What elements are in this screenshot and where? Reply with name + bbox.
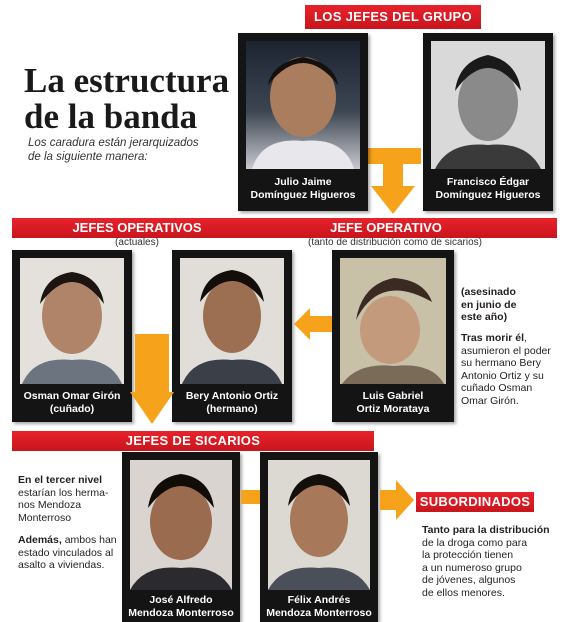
header-subordinados: SUBORDINADOS — [416, 492, 534, 512]
connector-sicarios — [241, 490, 261, 504]
photo-jose: José Alfredo Mendoza Monterroso — [122, 452, 240, 622]
note-asesinado: (asesinado en junio de este año) — [461, 286, 517, 323]
arrow-right-icon — [380, 480, 414, 520]
note-tercer-nivel: En el tercer nivel estarían los herma- nos Mendoza Monterroso — [18, 474, 109, 524]
photo-julio: Julio Jaime Domínguez Higueros — [238, 33, 368, 211]
photo-felix: Félix Andrés Mendoza Monterroso — [260, 452, 378, 622]
portrait-jose — [130, 460, 232, 590]
arrow-down-icon-2 — [130, 392, 174, 424]
note-tras-morir: Tras morir él, asumieron el poder su hermano Bery Antonio Ortiz y su cuñado Osman Omar Girón. — [461, 332, 551, 407]
photo-luis: Luis Gabriel Ortiz Morataya — [332, 250, 454, 422]
note-ademas: Además, ambos han estado vinculados al asalto a viviendas. — [18, 534, 117, 571]
photo-osman: Osman Omar Girón (cuñado) — [12, 250, 132, 422]
subheader-distribucion: (tanto de distribución como de sicarios) — [308, 237, 482, 248]
portrait-felix — [268, 460, 370, 590]
portrait-francisco — [431, 41, 545, 169]
connector-stem-left — [135, 334, 169, 394]
header-jefes-grupo: LOS JEFES DEL GRUPO — [305, 5, 481, 29]
note-subordinados: Tanto para la distribución de la droga como para la protección tienen a un numeroso grupo de jóvenes, algunos de ellos menores. — [422, 524, 550, 599]
portrait-osman — [20, 258, 124, 384]
photo-bery: Bery Antonio Ortiz (hermano) — [172, 250, 292, 422]
photo-francisco: Francisco Édgar Domínguez Higueros — [423, 33, 553, 211]
header-jefes-operativos: JEFES OPERATIVOS — [72, 220, 202, 235]
header-jefes-sicarios: JEFES DE SICARIOS — [12, 431, 374, 451]
subheader-actuales: (actuales) — [115, 237, 159, 248]
page-title: La estructura de la banda — [24, 61, 230, 136]
portrait-julio — [246, 41, 360, 169]
connector-stem — [383, 160, 403, 188]
portrait-luis — [340, 258, 446, 384]
portrait-bery — [180, 258, 284, 384]
header-jefe-operativo: JEFE OPERATIVO — [330, 220, 442, 235]
arrow-down-icon — [371, 186, 415, 214]
page-subtitle: Los caradura están jerarquizados de la siguiente manera: — [28, 137, 199, 163]
arrow-left-icon — [294, 308, 332, 340]
